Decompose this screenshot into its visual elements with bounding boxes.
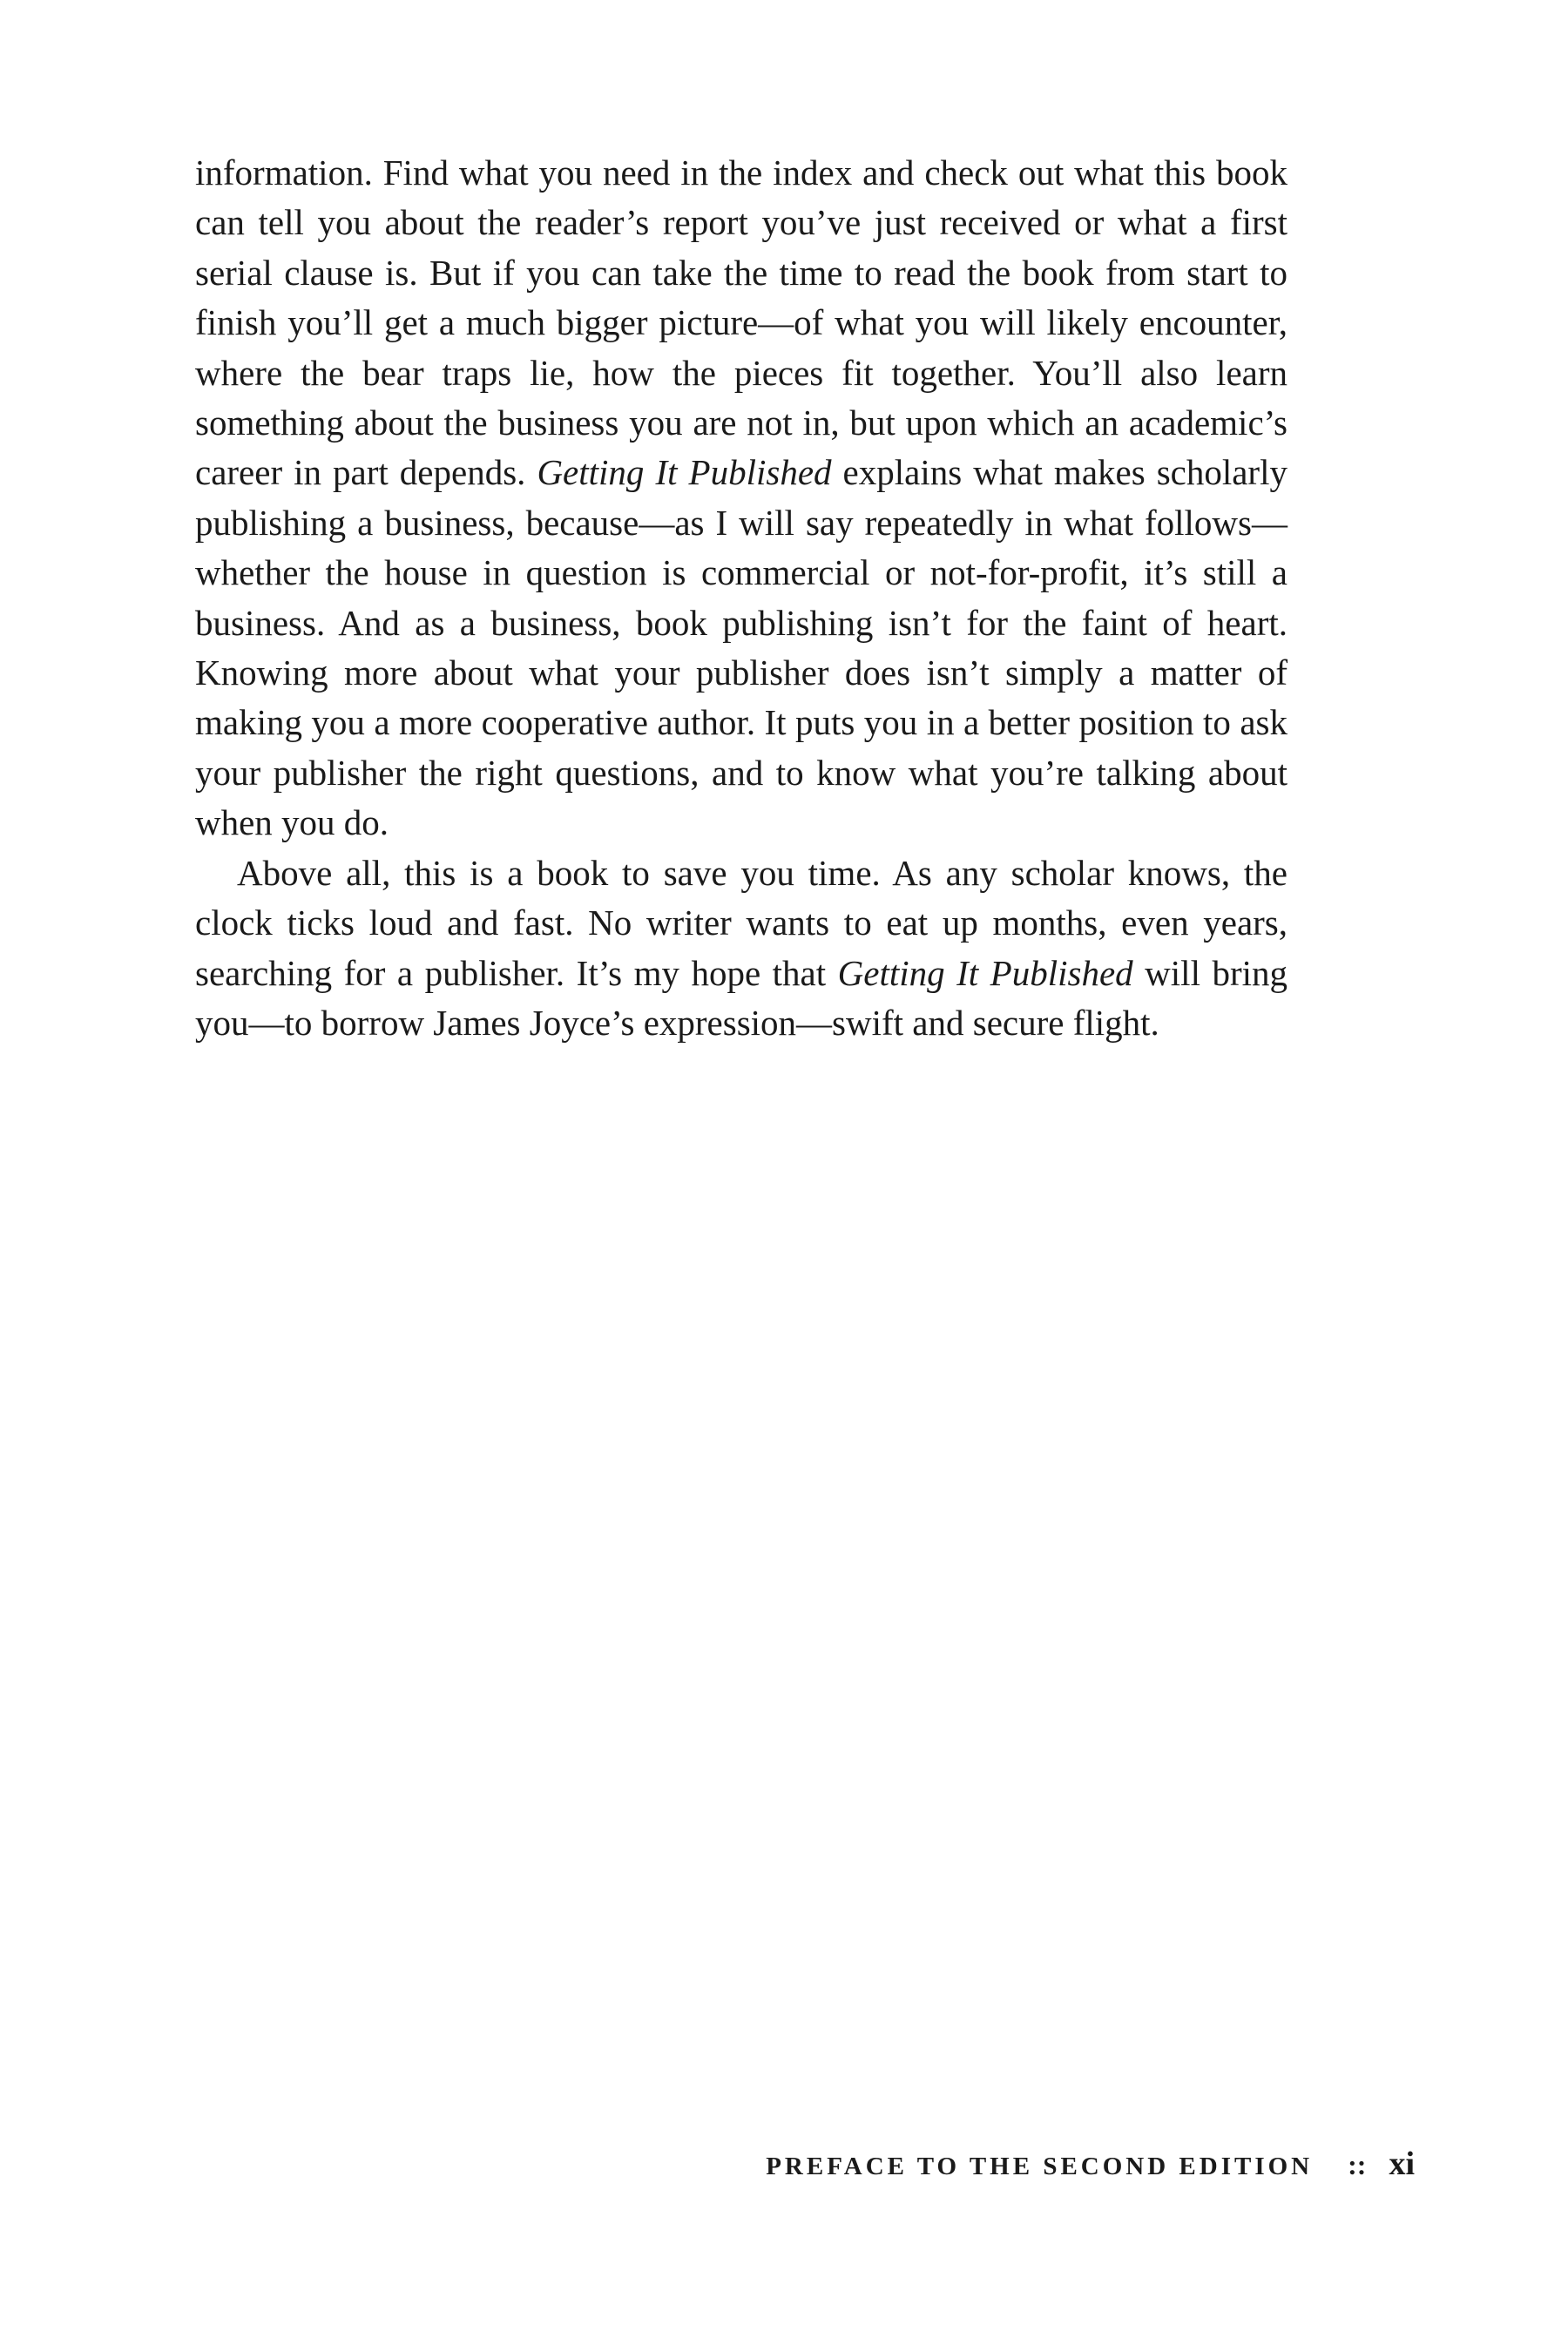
text-segment: information. Find what you need in the index and check out what this book can tell you about the reader’s report you’ve just received or what a first serial clause is. But if you can take the time to read the book from start to finish you’ll get a much bigger picture—of what you will likely encounter, where the bear traps lie, how the pieces fit together. You’ll also learn something about the business you are not in, but upon which an academic’s career in part depends.: [195, 152, 1288, 493]
text-segment: will bring you—to borrow James Joyce’s expression—swift and secure flight.: [195, 952, 1288, 1043]
paragraph-1: [195, 148, 1288, 848]
body-text: [195, 148, 1288, 1048]
book-title-italic: Getting It Published: [537, 452, 832, 493]
page-number: xi: [1389, 2146, 1415, 2182]
text-segment: explains what makes scholarly publishing a business, because—as I will say repeatedly in what follows—whether the house in question is commercial or not-for-profit, it’s still a business. And as a business, book publishing isn’t for the faint of heart. Knowing more about what your publisher does isn’t simply a matter of making you a more cooperative author. It puts you in a better position to ask your publisher the right questions, and to know what you’re talking about when you do.: [195, 452, 1288, 843]
book-title-italic: Getting It Published: [837, 952, 1133, 993]
text-segment: Above all, this is a book to save you time. As any scholar knows, the clock ticks loud and fast. No writer wants to eat up months, even years, searching for a publisher. It’s my hope that: [195, 852, 1288, 993]
running-footer: [766, 2145, 1415, 2183]
running-title: PREFACE TO THE SECOND EDITION: [766, 2153, 1314, 2180]
footer-separator: ::: [1348, 2149, 1367, 2180]
paragraph-2: [195, 848, 1288, 1049]
